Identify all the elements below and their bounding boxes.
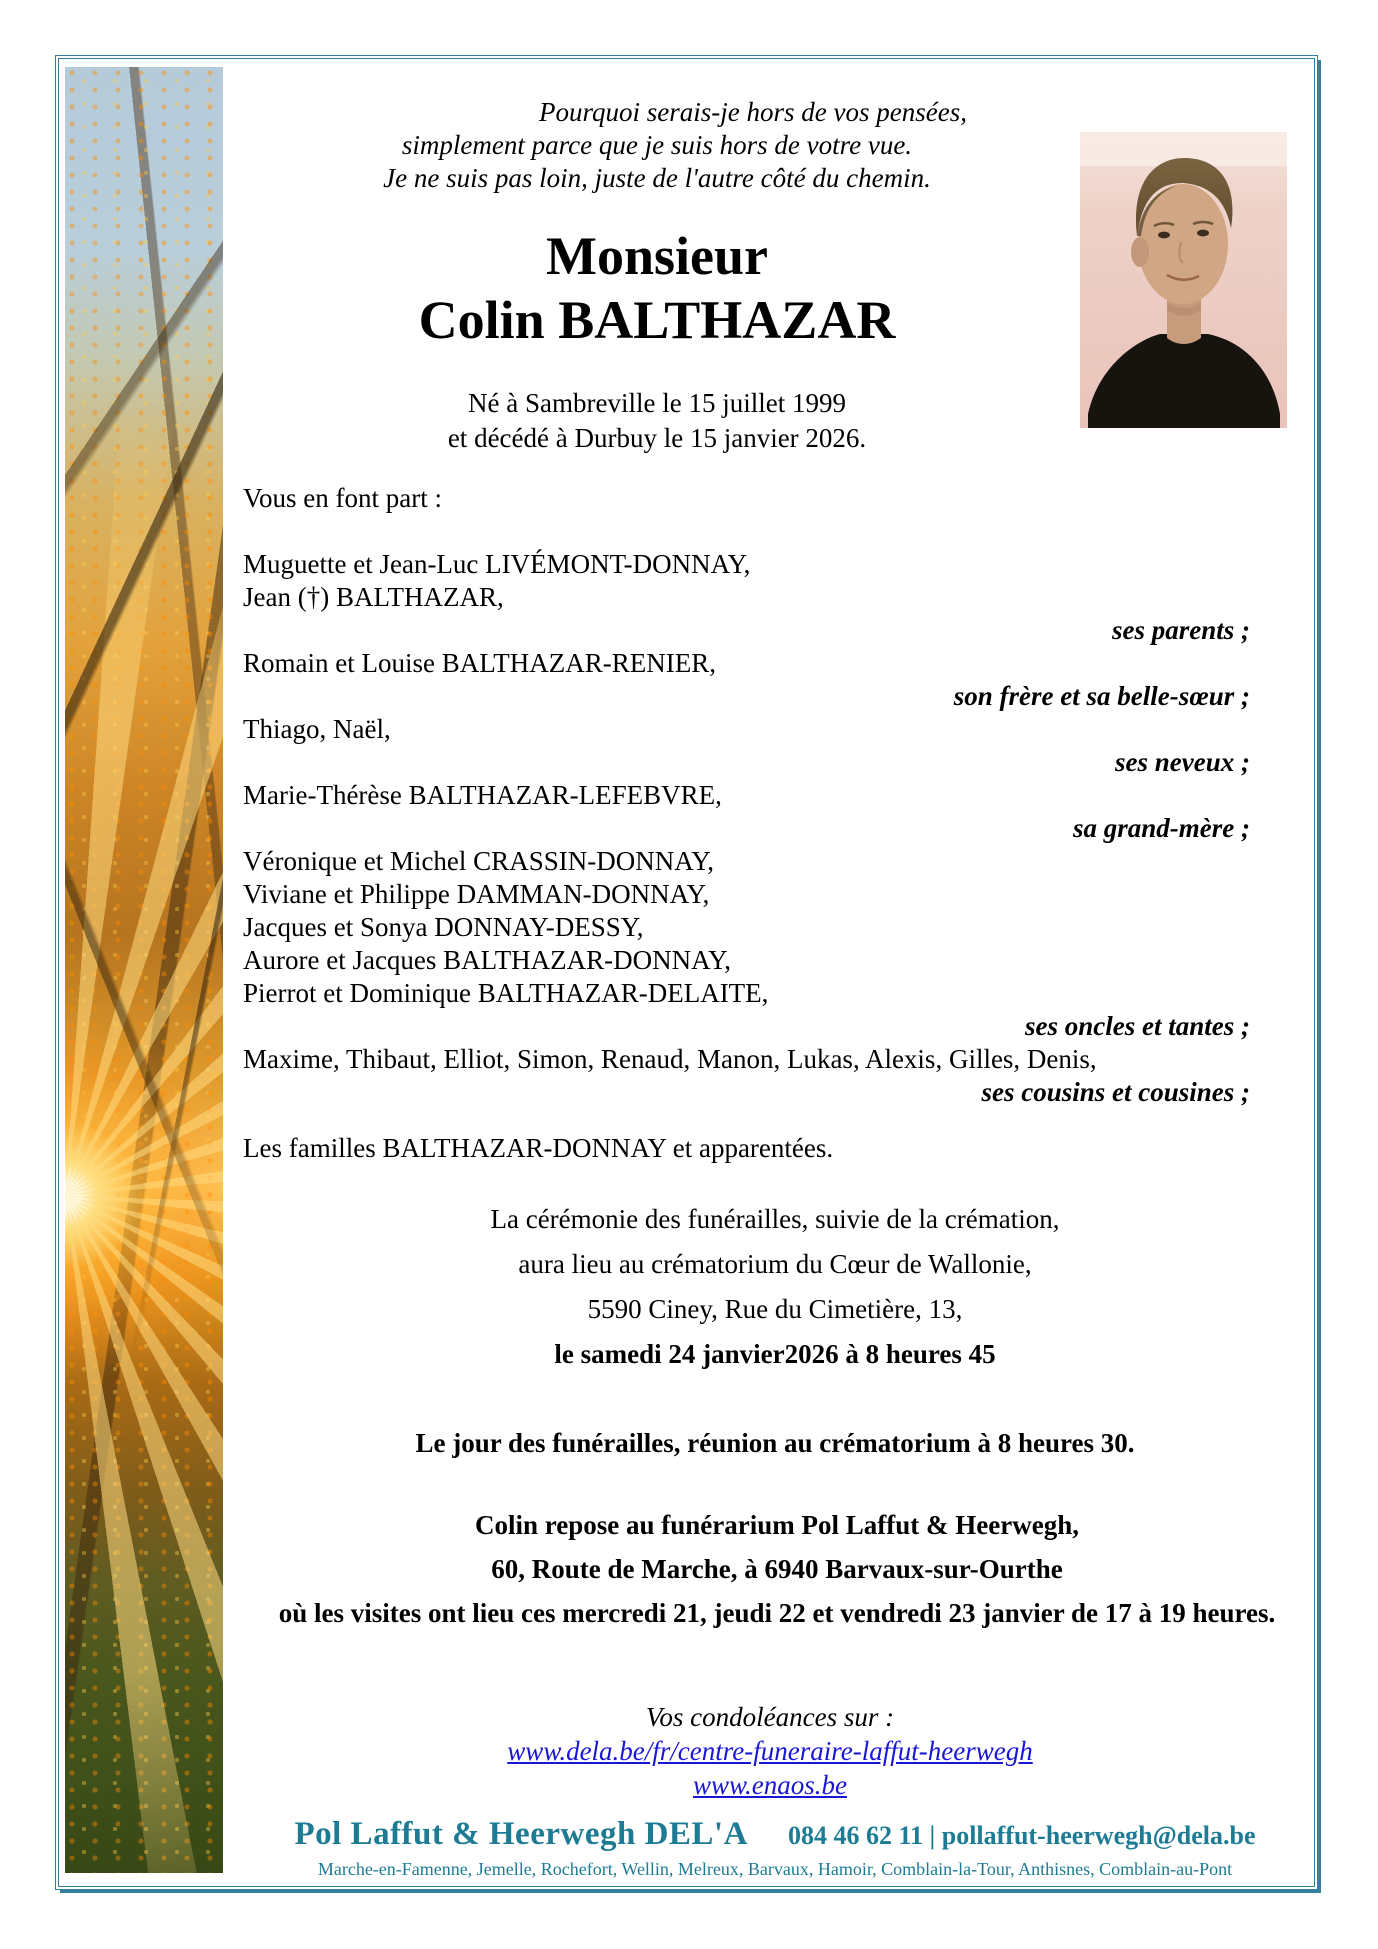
relation-label: ses parents ; xyxy=(1111,615,1250,645)
deceased-name: Colin BALTHAZAR xyxy=(418,290,896,350)
ceremony-details xyxy=(225,1197,1325,1377)
relation-label: ses neveux ; xyxy=(1115,747,1250,777)
birth-death-dates xyxy=(157,386,1157,456)
family-names-line: Véronique et Michel CRASSIN-DONNAY, xyxy=(243,846,714,876)
condolences-label: Vos condoléances sur : xyxy=(645,1702,895,1732)
family-names-line: Jean (†) BALTHAZAR, xyxy=(243,582,504,612)
title-honorific: Monsieur xyxy=(546,226,768,286)
family-names-line: Viviane et Philippe DAMMAN-DONNAY, xyxy=(243,879,710,909)
family-names-line: Pierrot et Dominique BALTHAZAR-DELAITE, xyxy=(243,978,769,1008)
funeral-home-logo: Pol Laffut & Heerwegh DEL'A xyxy=(294,1816,748,1852)
memorial-quote xyxy=(157,96,1157,195)
family-names-line: Thiago, Naël, xyxy=(243,714,391,744)
repose-address: 60, Route de Marche, à 6940 Barvaux-sur-Ourthe xyxy=(491,1554,1063,1584)
quote-line: Je ne suis pas loin, juste de l'autre côté du chemin. xyxy=(383,163,931,193)
family-names-line: Romain et Louise BALTHAZAR-RENIER, xyxy=(243,648,716,678)
ceremony-datetime: le samedi 24 janvier2026 à 8 heures 45 xyxy=(554,1339,996,1369)
birth-line: Né à Sambreville le 15 juillet 1999 xyxy=(468,388,846,418)
ceremony-address: 5590 Ciney, Rue du Cimetière, 13, xyxy=(587,1294,963,1324)
funeral-home-footer xyxy=(225,1816,1325,1880)
quote-line: Pourquoi serais-je hors de vos pensées, xyxy=(539,97,967,127)
relation-label: ses cousins et cousines ; xyxy=(981,1077,1250,1107)
quote-line: simplement parce que je suis hors de votre vue. xyxy=(401,130,913,160)
footer-cities: Marche-en-Famenne, Jemelle, Rochefort, Wellin, Melreux, Barvaux, Hamoir, Comblain-la-Tour, Anthisnes, Comblain-au-Pont xyxy=(317,1859,1233,1879)
family-list xyxy=(243,548,1250,1165)
footer-contact: 084 46 62 11 | pollaffut-heerwegh@dela.be xyxy=(787,1821,1256,1850)
visits-info: où les visites ont lieu ces mercredi 21, jeudi 22 et vendredi 23 janvier de 17 à 19 heures. xyxy=(278,1598,1276,1628)
ceremony-line: aura lieu au crématorium du Cœur de Wallonie, xyxy=(518,1249,1032,1279)
announcement-intro: Vous en font part : xyxy=(243,483,442,513)
condolences-link-enaos[interactable]: www.enaos.be xyxy=(693,1770,847,1800)
condolences-link-dela[interactable]: www.dela.be/fr/centre-funeraire-laffut-heerwegh xyxy=(507,1736,1033,1766)
condolences-section xyxy=(225,1700,1315,1802)
relation-label: sa grand-mère ; xyxy=(1073,813,1250,843)
meeting-info: Le jour des funérailles, réunion au crématorium à 8 heures 30. xyxy=(415,1428,1135,1458)
family-names-line: Aurore et Jacques BALTHAZAR-DONNAY, xyxy=(243,945,731,975)
family-names-line: Maxime, Thibaut, Elliot, Simon, Renaud, Manon, Lukas, Alexis, Gilles, Denis, xyxy=(243,1044,1097,1074)
repose-line: Colin repose au funérarium Pol Laffut & Heerwegh, xyxy=(475,1510,1079,1540)
relation-label: ses oncles et tantes ; xyxy=(1025,1011,1250,1041)
repose-info xyxy=(225,1503,1329,1635)
family-names-line: Les familles BALTHAZAR-DONNAY et apparentées. xyxy=(243,1133,834,1163)
ceremony-line: La cérémonie des funérailles, suivie de la crémation, xyxy=(490,1204,1060,1234)
family-names-line: Jacques et Sonya DONNAY-DESSY, xyxy=(243,912,644,942)
family-names-line: Muguette et Jean-Luc LIVÉMONT-DONNAY, xyxy=(243,549,751,579)
death-line: et décédé à Durbuy le 15 janvier 2026. xyxy=(447,423,867,453)
family-names-line: Marie-Thérèse BALTHAZAR-LEFEBVRE, xyxy=(243,780,722,810)
relation-label: son frère et sa belle-sœur ; xyxy=(953,681,1250,711)
footer-brand-line xyxy=(225,1816,1325,1853)
deceased-title xyxy=(157,224,1157,352)
